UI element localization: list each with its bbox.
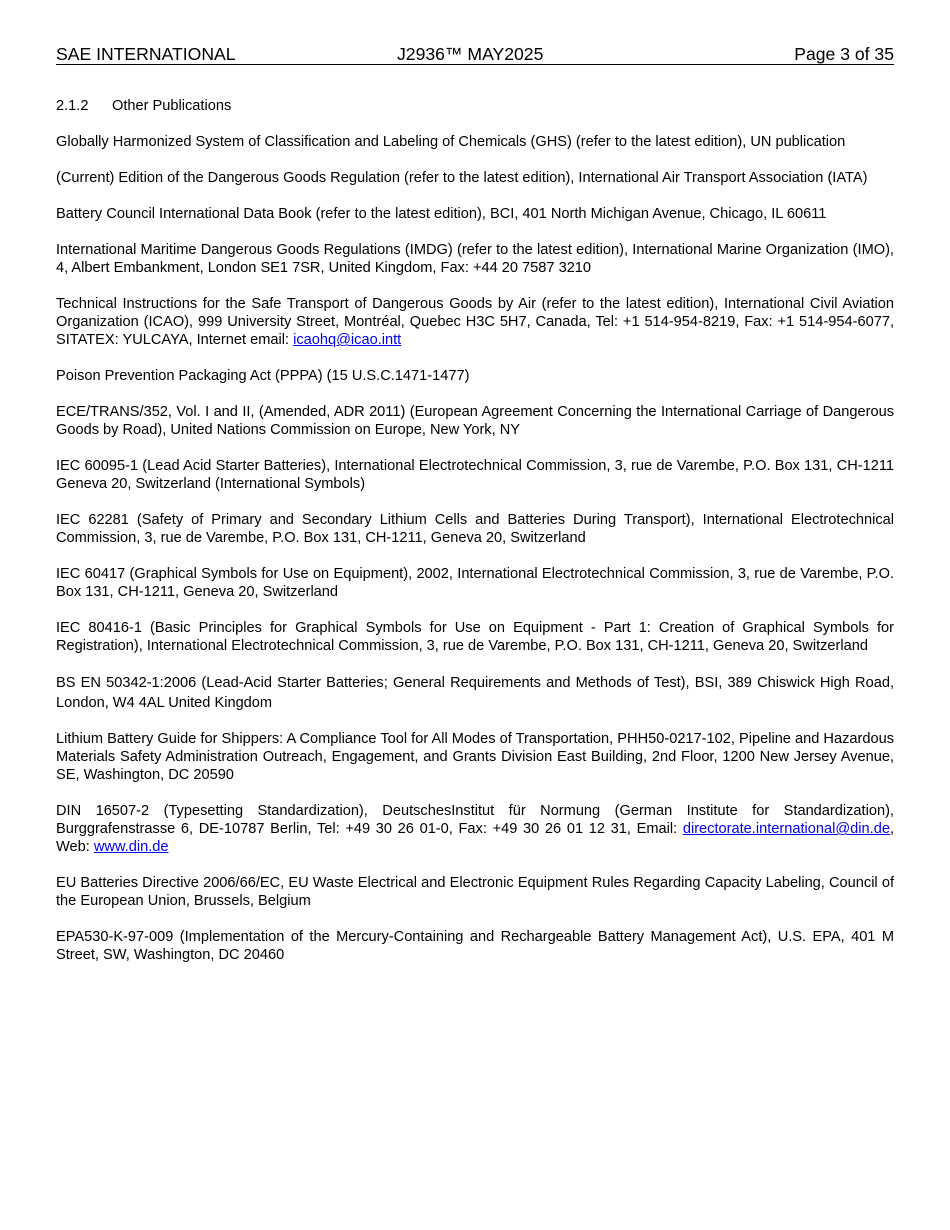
reference-iata-dgr: (Current) Edition of the Dangerous Goods Regulation (refer to the latest edition), International Air Transport Association (IATA) — [56, 170, 868, 186]
header-organization: SAE INTERNATIONAL — [56, 44, 236, 64]
header-document-id: J2936™ MAY2025 — [397, 44, 544, 64]
reference-list — [56, 133, 894, 982]
section-heading — [56, 97, 231, 115]
reference-bci-data-book: Battery Council International Data Book (refer to the latest edition), BCI, 401 North Michigan Avenue, Chicago, IL 60611 — [56, 206, 827, 222]
reference-bs-en-50342: BS EN 50342-1:2006 (Lead-Acid Starter Batteries; General Requirements and Methods of Test), BSI, 389 Chiswick High Road, London, W4 4AL United Kingdom — [56, 675, 894, 711]
reference-iec-62281: IEC 62281 (Safety of Primary and Secondary Lithium Cells and Batteries During Transport), International Electrotechnical Commission, 3, rue de Varembe, P.O. Box 131, CH-1211, Geneva 20, Switzerland — [56, 512, 894, 546]
din-email-link[interactable]: directorate.international@din.de — [682, 821, 890, 837]
reference-icao: Technical Instructions for the Safe Transport of Dangerous Goods by Air (refer to the latest edition), International Civil Aviation Organization (ICAO), 999 University Street, Montréal, Quebec H3C 5H7, Canada, Tel: +1 514-954-8219, Fax: +1 514-954-6077, SITATEX: YULCAYA, Internet email: icaohq@icao.intt — [56, 296, 894, 348]
reference-eu-batteries: EU Batteries Directive 2006/66/EC, EU Waste Electrical and Electronic Equipment Rules Regarding Capacity Labeling, Council of the European Union, Brussels, Belgium — [56, 875, 894, 909]
reference-ece-trans: ECE/TRANS/352, Vol. I and II, (Amended, ADR 2011) (European Agreement Concerning the International Carriage of Dangerous Goods by Road), United Nations Commission on Europe, New York, NY — [56, 404, 894, 438]
header-page-number: Page 3 of 35 — [794, 44, 894, 64]
reference-iec-60095: IEC 60095-1 (Lead Acid Starter Batteries), International Electrotechnical Commission, 3, rue de Varembe, P.O. Box 131, CH-1211 Geneva 20, Switzerland (International Symbols) — [56, 458, 894, 492]
reference-epa: EPA530-K-97-009 (Implementation of the Mercury-Containing and Rechargeable Battery Management Act), U.S. EPA, 401 M Street, SW, Washington, DC 20460 — [56, 929, 894, 963]
reference-imdg: International Maritime Dangerous Goods Regulations (IMDG) (refer to the latest edition), International Marine Organization (IMO), 4, Albert Embankment, London SE1 7SR, United Kingdom, Fax: +44 20 7587 3210 — [56, 242, 894, 276]
icao-email-link[interactable]: icaohq@icao.intt — [293, 332, 402, 348]
section-title: Other Publications — [112, 98, 232, 114]
reference-din-16507: DIN 16507-2 (Typesetting Standardization), DeutschesInstitut für Normung (German Institute for Standardization), Burggrafenstrasse 6, DE-10787 Berlin, Tel: +49 30 26 01-0, Fax: +49 30 26 01 12 31, Email: directorate.international@din.de, Web: www.din.de — [56, 803, 894, 855]
din-web-link[interactable]: www.din.de — [93, 839, 169, 855]
reference-ghs: Globally Harmonized System of Classification and Labeling of Chemicals (GHS) (refer to the latest edition), UN publication — [56, 134, 846, 150]
reference-pppa: Poison Prevention Packaging Act (PPPA) (15 U.S.C.1471-1477) — [56, 368, 470, 384]
reference-lithium-guide: Lithium Battery Guide for Shippers: A Compliance Tool for All Modes of Transportation, PHH50-0217-102, Pipeline and Hazardous Materials Safety Administration Outreach, Engagement, and Grants Division East Building, 2nd Floor, 1200 New Jersey Avenue, SE, Washington, DC 20590 — [56, 731, 894, 783]
reference-iec-80416: IEC 80416-1 (Basic Principles for Graphical Symbols for Use on Equipment - Part 1: Creation of Graphical Symbols for Registration), International Electrotechnical Commission, 3, rue de Varembe, P.O. Box 131, CH-1211, Geneva 20, Switzerland — [56, 620, 894, 654]
reference-iec-60417: IEC 60417 (Graphical Symbols for Use on Equipment), 2002, International Electrotechnical Commission, 3, rue de Varembe, P.O. Box 131, CH-1211, Geneva 20, Switzerland — [56, 566, 894, 600]
page-header — [56, 44, 894, 65]
section-number: 2.1.2 — [56, 98, 89, 114]
